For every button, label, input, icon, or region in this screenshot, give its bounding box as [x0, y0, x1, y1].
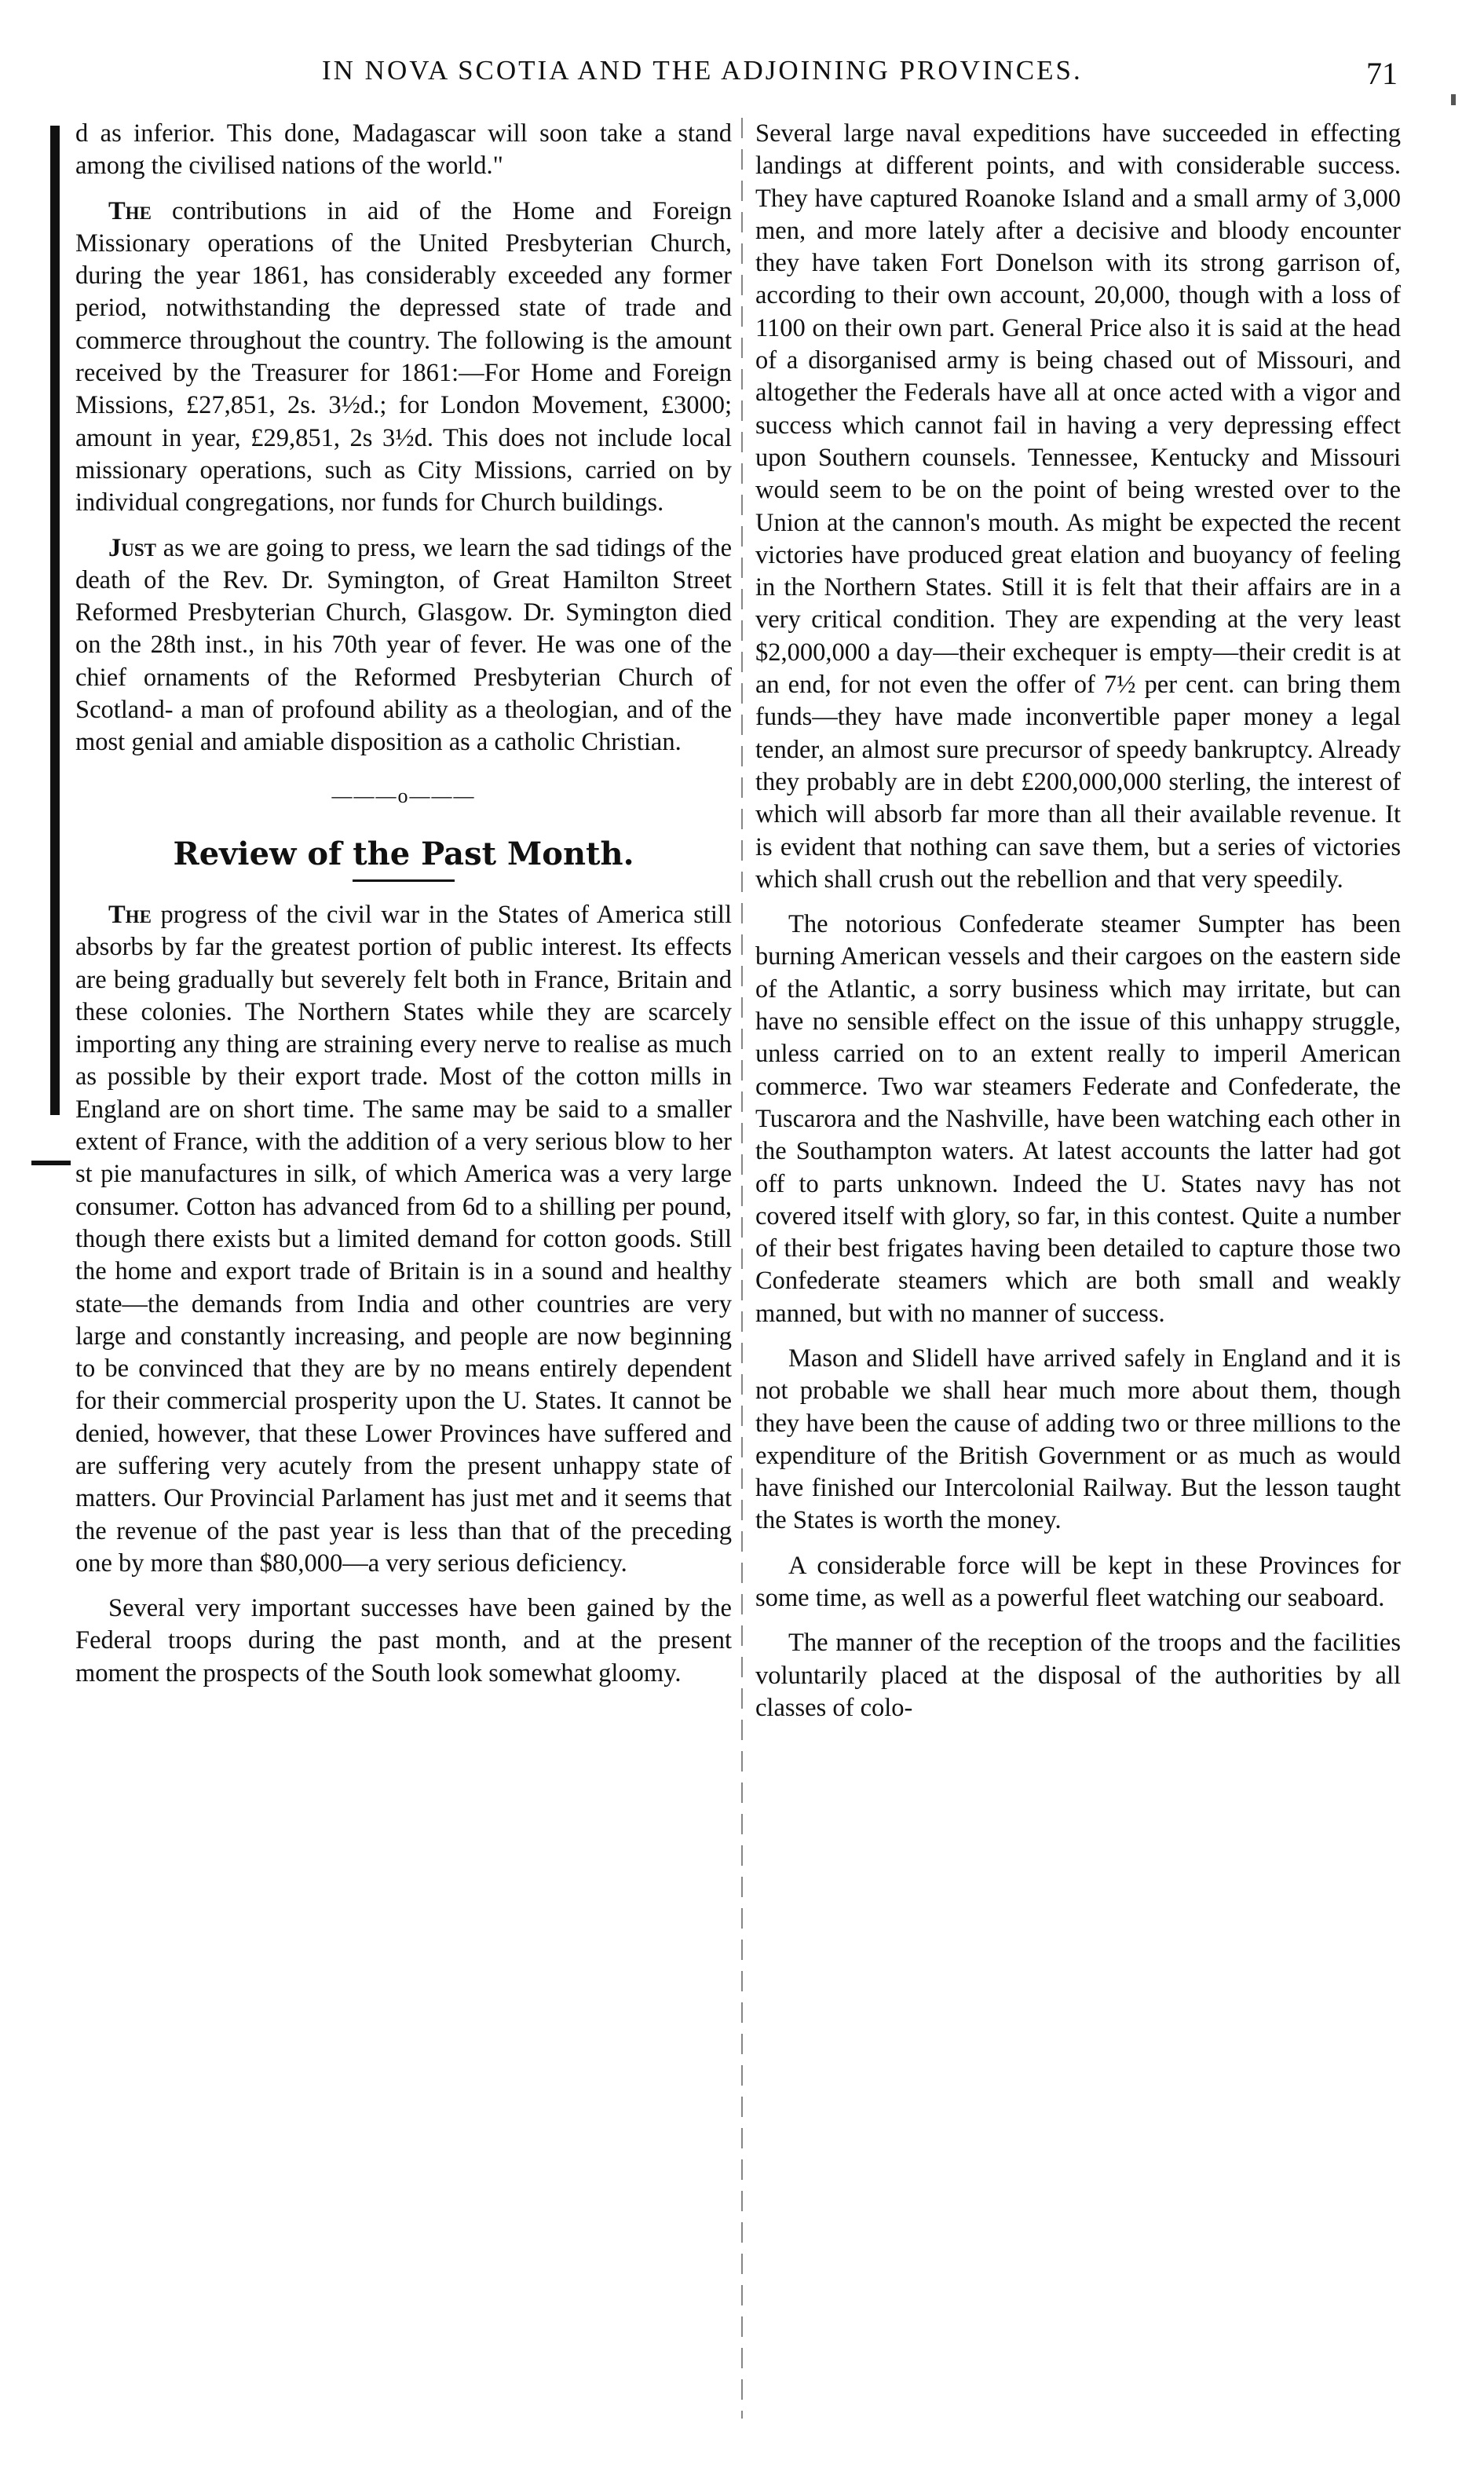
paragraph-body: contributions in aid of the Home and Foreign Missionary operations of the United Presbyterian Church, during the year 1861, has considerably exceeded any former period, notwithstanding the depressed state of trade and commerce throughout the country. The following is the amount received by the Treasurer for 1861:—For Home and Foreign Missions, £27,851, 2s. 3½d.; for London Movement, £3000; amount in year, £29,851, 2s 3½d. This does not include local missionary operations, such as City Missions, carried on by individual congregations, nor funds for Church buildings.	[75, 196, 732, 517]
column-divider	[741, 118, 743, 2419]
paragraph-madagascar: d as inferior. This done, Madagascar will soon take a stand among the civilised nations of the world."	[75, 119, 732, 181]
margin-marker-bar	[50, 126, 60, 1115]
page-number: 71	[1366, 56, 1398, 91]
paragraph-body: as we are going to press, we learn the sad tidings of the death of the Rev. Dr. Symington, of Great Hamilton Street Reformed Presbyterian Church, Glasgow. Dr. Symington died on the 28th inst., in his 70th year of fever. He was one of the chief ornaments of the Reformed Presbyterian Church of Scotland- a man of profound ability as a theologian, and of the most genial and amiable disposition as a catholic Christian.	[75, 533, 732, 757]
paragraph-symington-obituary	[75, 532, 732, 759]
running-header	[0, 55, 1484, 102]
margin-marker-tick	[31, 1161, 71, 1165]
paragraph-provincial-force: A considerable force will be kept in these Provinces for some time, as well as a powerful fleet watching our seaboard.	[755, 1551, 1401, 1613]
paragraph-lead-word: Just	[108, 533, 156, 562]
running-title: IN NOVA SCOTIA AND THE ADJOINING PROVINCES.	[322, 55, 1083, 86]
paragraph-civil-war-progress	[75, 899, 732, 1580]
paragraph-mason-slidell: Mason and Slidell have arrived safely in England and it is not probable we shall hear much more about them, though they have been the cause of adding two or three millions to the expenditure of the British Government or as much as would have finished our Intercolonial Railway. But the lesson taught the States is worth the money.	[755, 1344, 1401, 1535]
paragraph-troop-reception: The manner of the reception of the troops and the facilities voluntarily placed at the disposal of the authorities by all classes of colo-	[755, 1629, 1401, 1722]
margin-mark	[1451, 94, 1456, 105]
paragraph-lead-word: The	[108, 900, 152, 929]
paragraph-lead-word: The	[108, 196, 152, 225]
section-divider: ———o———	[331, 784, 476, 807]
paragraph-naval-expeditions: Several large naval expeditions have succeeded in effecting landings at different points, and with considerable success. They have captured Roanoke Island and a small army of 3,000 men, and more lately after a decisive and bloody encounter they have taken Fort Donelson with its strong garrison of, according to their own account, 20,000, though with a loss of 1100 on their own part. General Price also it is said at the head of a disorganised army is being chased out of Missouri, and altogether the Federals have all at once acted with a vigor and success which cannot fail in having a very depressing effect upon Southern counsels. Tennessee, Kentucky and Missouri would seem to be on the point of being wrested over to the Union at the cannon's mouth. As might be expected the recent victories have produced great elation and buoyancy of feeling in the Northern States. Still it is felt that their affairs are in a very critical condition. They are expending at the very least $2,000,000 a day—their exchequer is empty—their credit is at an end, for not even the offer of 7½ per cent. can bring them funds—they have made inconvertible paper money a legal tender, an almost sure precursor of speedy bankruptcy. Already they probably are in debt £200,000,000 sterling, the interest of which will absorb far more than all their available revenue. It is evident that nothing can save them, but a series of victories which shall crush out the rebellion and that very speedily.	[755, 119, 1401, 894]
heading-underline	[353, 879, 455, 882]
paragraph-federal-successes: Several very important successes have been gained by the Federal troops during the past month, and at the present moment the prospects of the South look somewhat gloomy.	[75, 1594, 732, 1687]
left-column	[75, 118, 732, 1702]
section-heading: Review of the Past Month.	[173, 835, 634, 872]
paragraph-missionary-contributions	[75, 196, 732, 520]
paragraph-body: progress of the civil war in the States of America still absorbs by far the greatest portion of public interest. Its effects are being gradually but severely felt both in France, Britain and these colonies. The Northern States while they are scarcely importing any thing are straining every nerve to realise as much as possible by their export trade. Most of the cotton mills in England are on short time. The same may be said to a smaller extent of France, with the addition of a very serious blow to her st pie manufactures in silk, of which America was a very large consumer. Cotton has advanced from 6d to a shilling per pound, though there exists but a limited demand for cotton goods. Still the home and export trade of Britain is in a sound and healthy state—the demands from India and other countries are very large and constantly increasing, and people are now beginning to be convinced that they are by no means entirely dependent for their commercial prosperity upon the U. States. It cannot be denied, however, that these Lower Provinces have suffered and are suffering very acutely from the present unhappy state of matters. Our Provincial Parlament has just met and it seems that the revenue of the past year is less than that of the preceding one by more than $80,000—a very serious deficiency.	[75, 900, 732, 1578]
paragraph-sumpter-steamer: The notorious Confederate steamer Sumpter has been burning American vessels and their cargoes on the eastern side of the Atlantic, a sorry business which may irritate, but can have no sensible effect on the issue of this unhappy struggle, unless carried on to an extent really to imperil American commerce. Two war steamers Federate and Confederate, the Tuscarora and the Nashville, have been watching each other in the Southampton waters. At latest accounts the latter had got off to parts unknown. Indeed the U. States navy has not covered itself with glory, so far, in this contest. Quite a number of their best frigates having been detailed to capture those two Confederate steamers which are both small and weakly manned, but with no manner of success.	[755, 910, 1401, 1328]
right-column	[755, 118, 1401, 1737]
